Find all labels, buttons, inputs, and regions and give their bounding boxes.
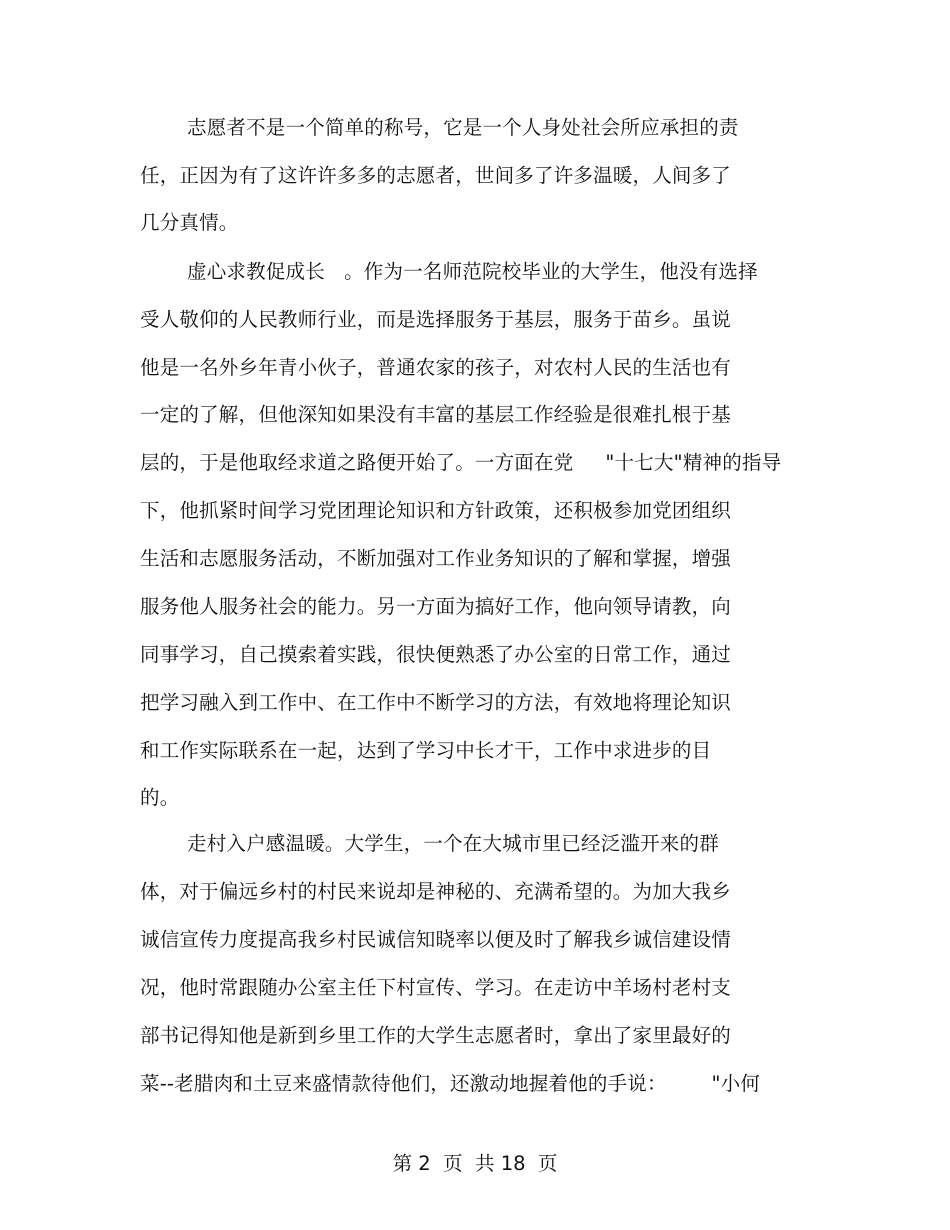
- paragraph-2-line-2: 受人敬仰的人民教师行业，而是选择服务于基层，服务于苗乡。虽说: [140, 308, 732, 331]
- paragraph-1-line-1: 志愿者不是一个简单的称号，它是一个人身处社会所应承担的责: [187, 116, 739, 139]
- paragraph-2-line-10: 把学习融入到工作中、在工作中不断学习的方法，有效地将理论知识: [140, 691, 732, 714]
- paragraph-2-line-12: 的。: [140, 786, 180, 809]
- paragraph-3-line-4: 况，他时常跟随办公室主任下村宣传、学习。在走访中羊场村老村支: [140, 976, 732, 999]
- paragraph-3-line-6: 菜--老腊肉和土豆来盛情款待他们，还激动地握着他的手说： "小何: [140, 1072, 761, 1095]
- paragraph-2-line-8: 服务他人服务社会的能力。另一方面为搞好工作，他向领导请教，向: [140, 595, 732, 618]
- page-number-footer: 第 2 页 共 18 页: [392, 1152, 558, 1175]
- paragraph-3-line-1: 走村入户感温暖。大学生，一个在大城市里已经泛滥开来的群: [187, 832, 719, 855]
- paragraph-2-line-1: 虚心求教促成长 。作为一名师范院校毕业的大学生，他没有选择: [187, 260, 758, 283]
- paragraph-2-line-9: 同事学习，自己摸索着实践，很快便熟悉了办公室的日常工作，通过: [140, 643, 732, 666]
- paragraph-2-line-4: 一定的了解，但他深知如果没有丰富的基层工作经验是很难扎根于基: [140, 403, 732, 426]
- paragraph-1-line-2: 任，正因为有了这许许多多的志愿者，世间多了许多温暖，人间多了: [140, 164, 732, 187]
- paragraph-2-line-7: 生活和志愿服务活动，不断加强对工作业务知识的了解和掌握，增强: [140, 547, 732, 570]
- paragraph-2-line-11: 和工作实际联系在一起，达到了学习中长才干，工作中求进步的目: [140, 739, 712, 762]
- paragraph-3-line-2: 体，对于偏远乡村的村民来说却是神秘的、充满希望的。为加大我乡: [140, 880, 732, 903]
- paragraph-3-line-5: 部书记得知他是新到乡里工作的大学生志愿者时，拿出了家里最好的: [140, 1024, 732, 1047]
- paragraph-2-line-6: 下，他抓紧时间学习党团理论知识和方针政策，还积极参加党团组织: [140, 499, 732, 522]
- paragraph-2-line-5: 层的，于是他取经求道之路便开始了。一方面在党 "十七大"精神的指导: [140, 451, 782, 474]
- paragraph-3-line-3: 诚信宣传力度提高我乡村民诚信知晓率以便及时了解我乡诚信建设情: [140, 928, 732, 951]
- paragraph-1-line-3: 几分真情。: [140, 211, 239, 234]
- paragraph-2-line-3: 他是一名外乡年青小伙子，普通农家的孩子，对农村人民的生活也有: [140, 356, 732, 379]
